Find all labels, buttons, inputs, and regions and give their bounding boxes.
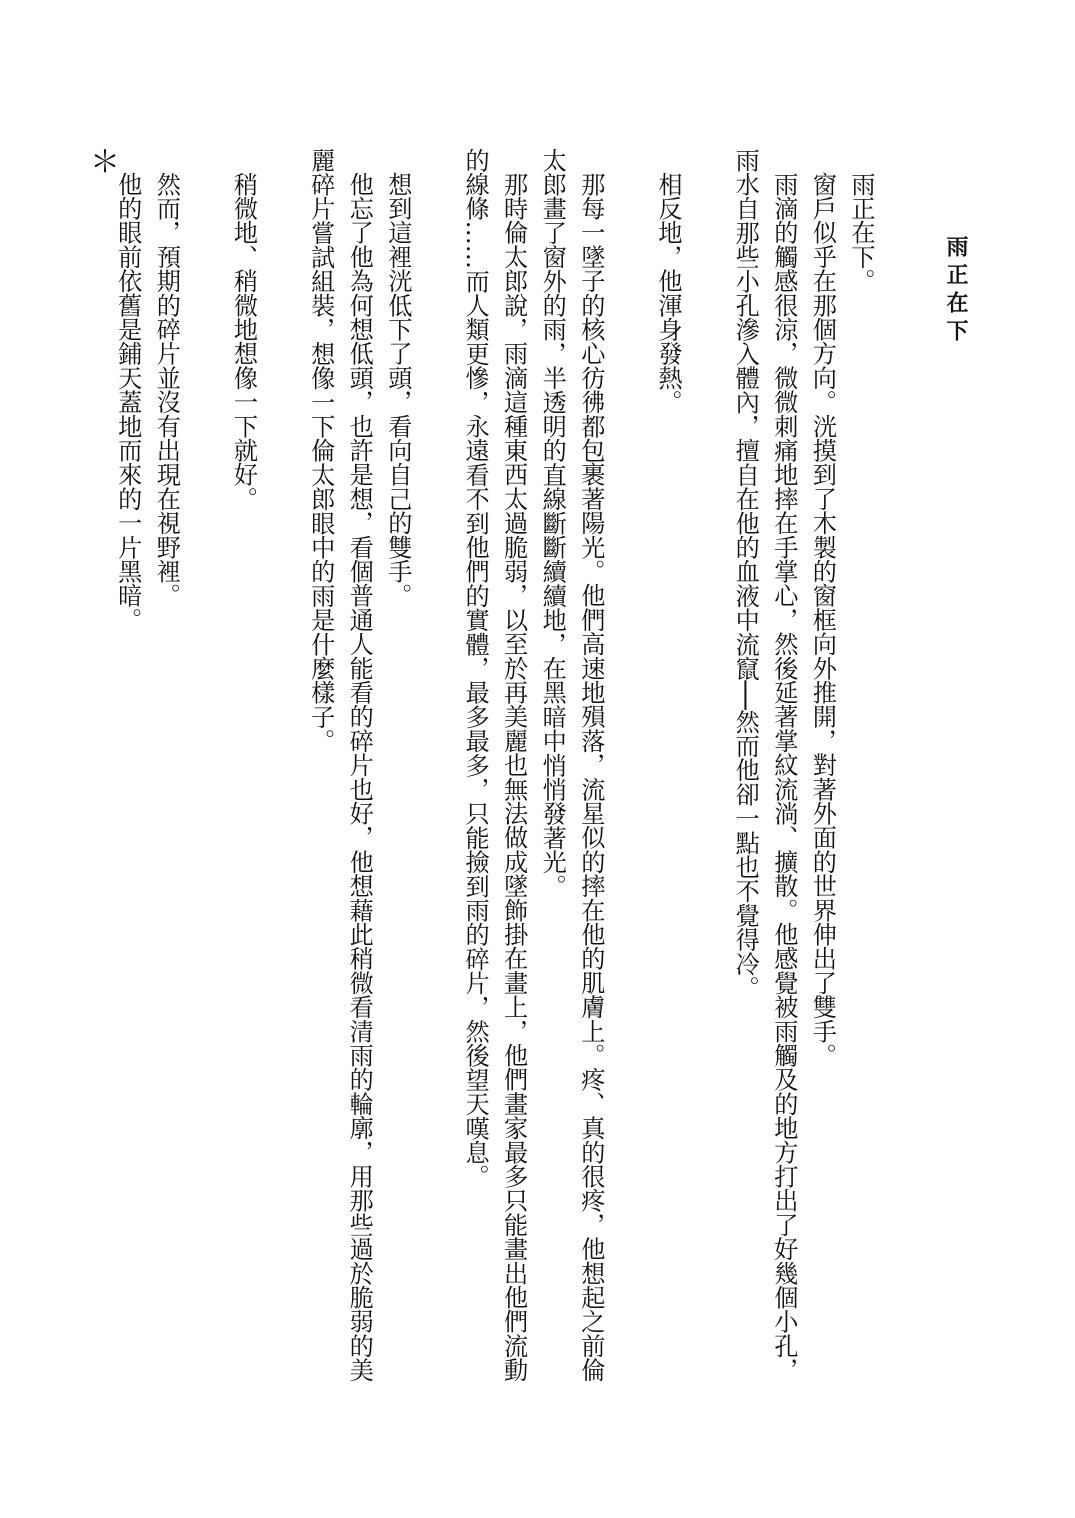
paragraph: 那時倫太郎說，雨滴這種東西太過脆弱，以至於再美麗也無法做成墜飾掛在畫上，他們畫家最多只能畫出他們流動的線條……而人類更慘，永遠看不到他們的實體，最多最多，只能撿到雨的碎片，然後望天嘆息。 [461,148,528,1383]
paragraph: 雨滴的觸感很涼，微微刺痛地摔在手掌心，然後延著掌紋流淌、擴散。他感覺被雨觸及的地方打出了好幾個小孔，雨水自那些小孔滲入體內，擅自在他的血液中流竄──然而他卻一點也不覺得冷。 [731,148,798,1383]
paragraph: 相反地，他渾身發熱。 [654,172,683,415]
chapter-title: 雨正在下 [943,235,968,347]
paragraph: 他的眼前依舊是鋪天蓋地而來的一片黑暗。 [113,172,142,632]
blank-line [417,148,456,1388]
blank-line [263,148,302,1388]
section-separator: ＊ [90,145,120,180]
paragraph: 稍微地、稍微地想像一下就好。 [229,172,258,511]
paragraph: 他忘了他為何想低頭，也許是想，看個普通人能看的碎片也好，他想藉此稍微看清雨的輪廓，用那些過於脆弱的美麗碎片嘗試組裝，想像一下倫太郎眼中的雨是什麼樣子。 [306,148,374,1383]
paragraph: 那每一墜子的核心彷彿都包裹著陽光。他們高速地殞落，流星似的摔在他的肌膚上。疼、真的很疼，他想起之前倫太郎畫了窗外的雨，半透明的直線斷斷續續地，在黑暗中悄悄發著光。 [538,148,605,1383]
blank-line [610,148,649,1388]
paragraph: 然而，預期的碎片並沒有出現在視野裡。 [152,172,181,608]
blank-line [185,148,224,1388]
blank-line [687,148,726,1388]
paragraph: 想到這裡洸低下了頭，看向自己的雙手。 [383,172,412,608]
paragraph: 窗戶似乎在那個方向。洸摸到了木製的窗框向外推開，對著外面的世界伸出了雙手。 [808,172,837,1068]
body-text [108,148,880,1388]
paragraph: 雨正在下。 [847,172,875,294]
